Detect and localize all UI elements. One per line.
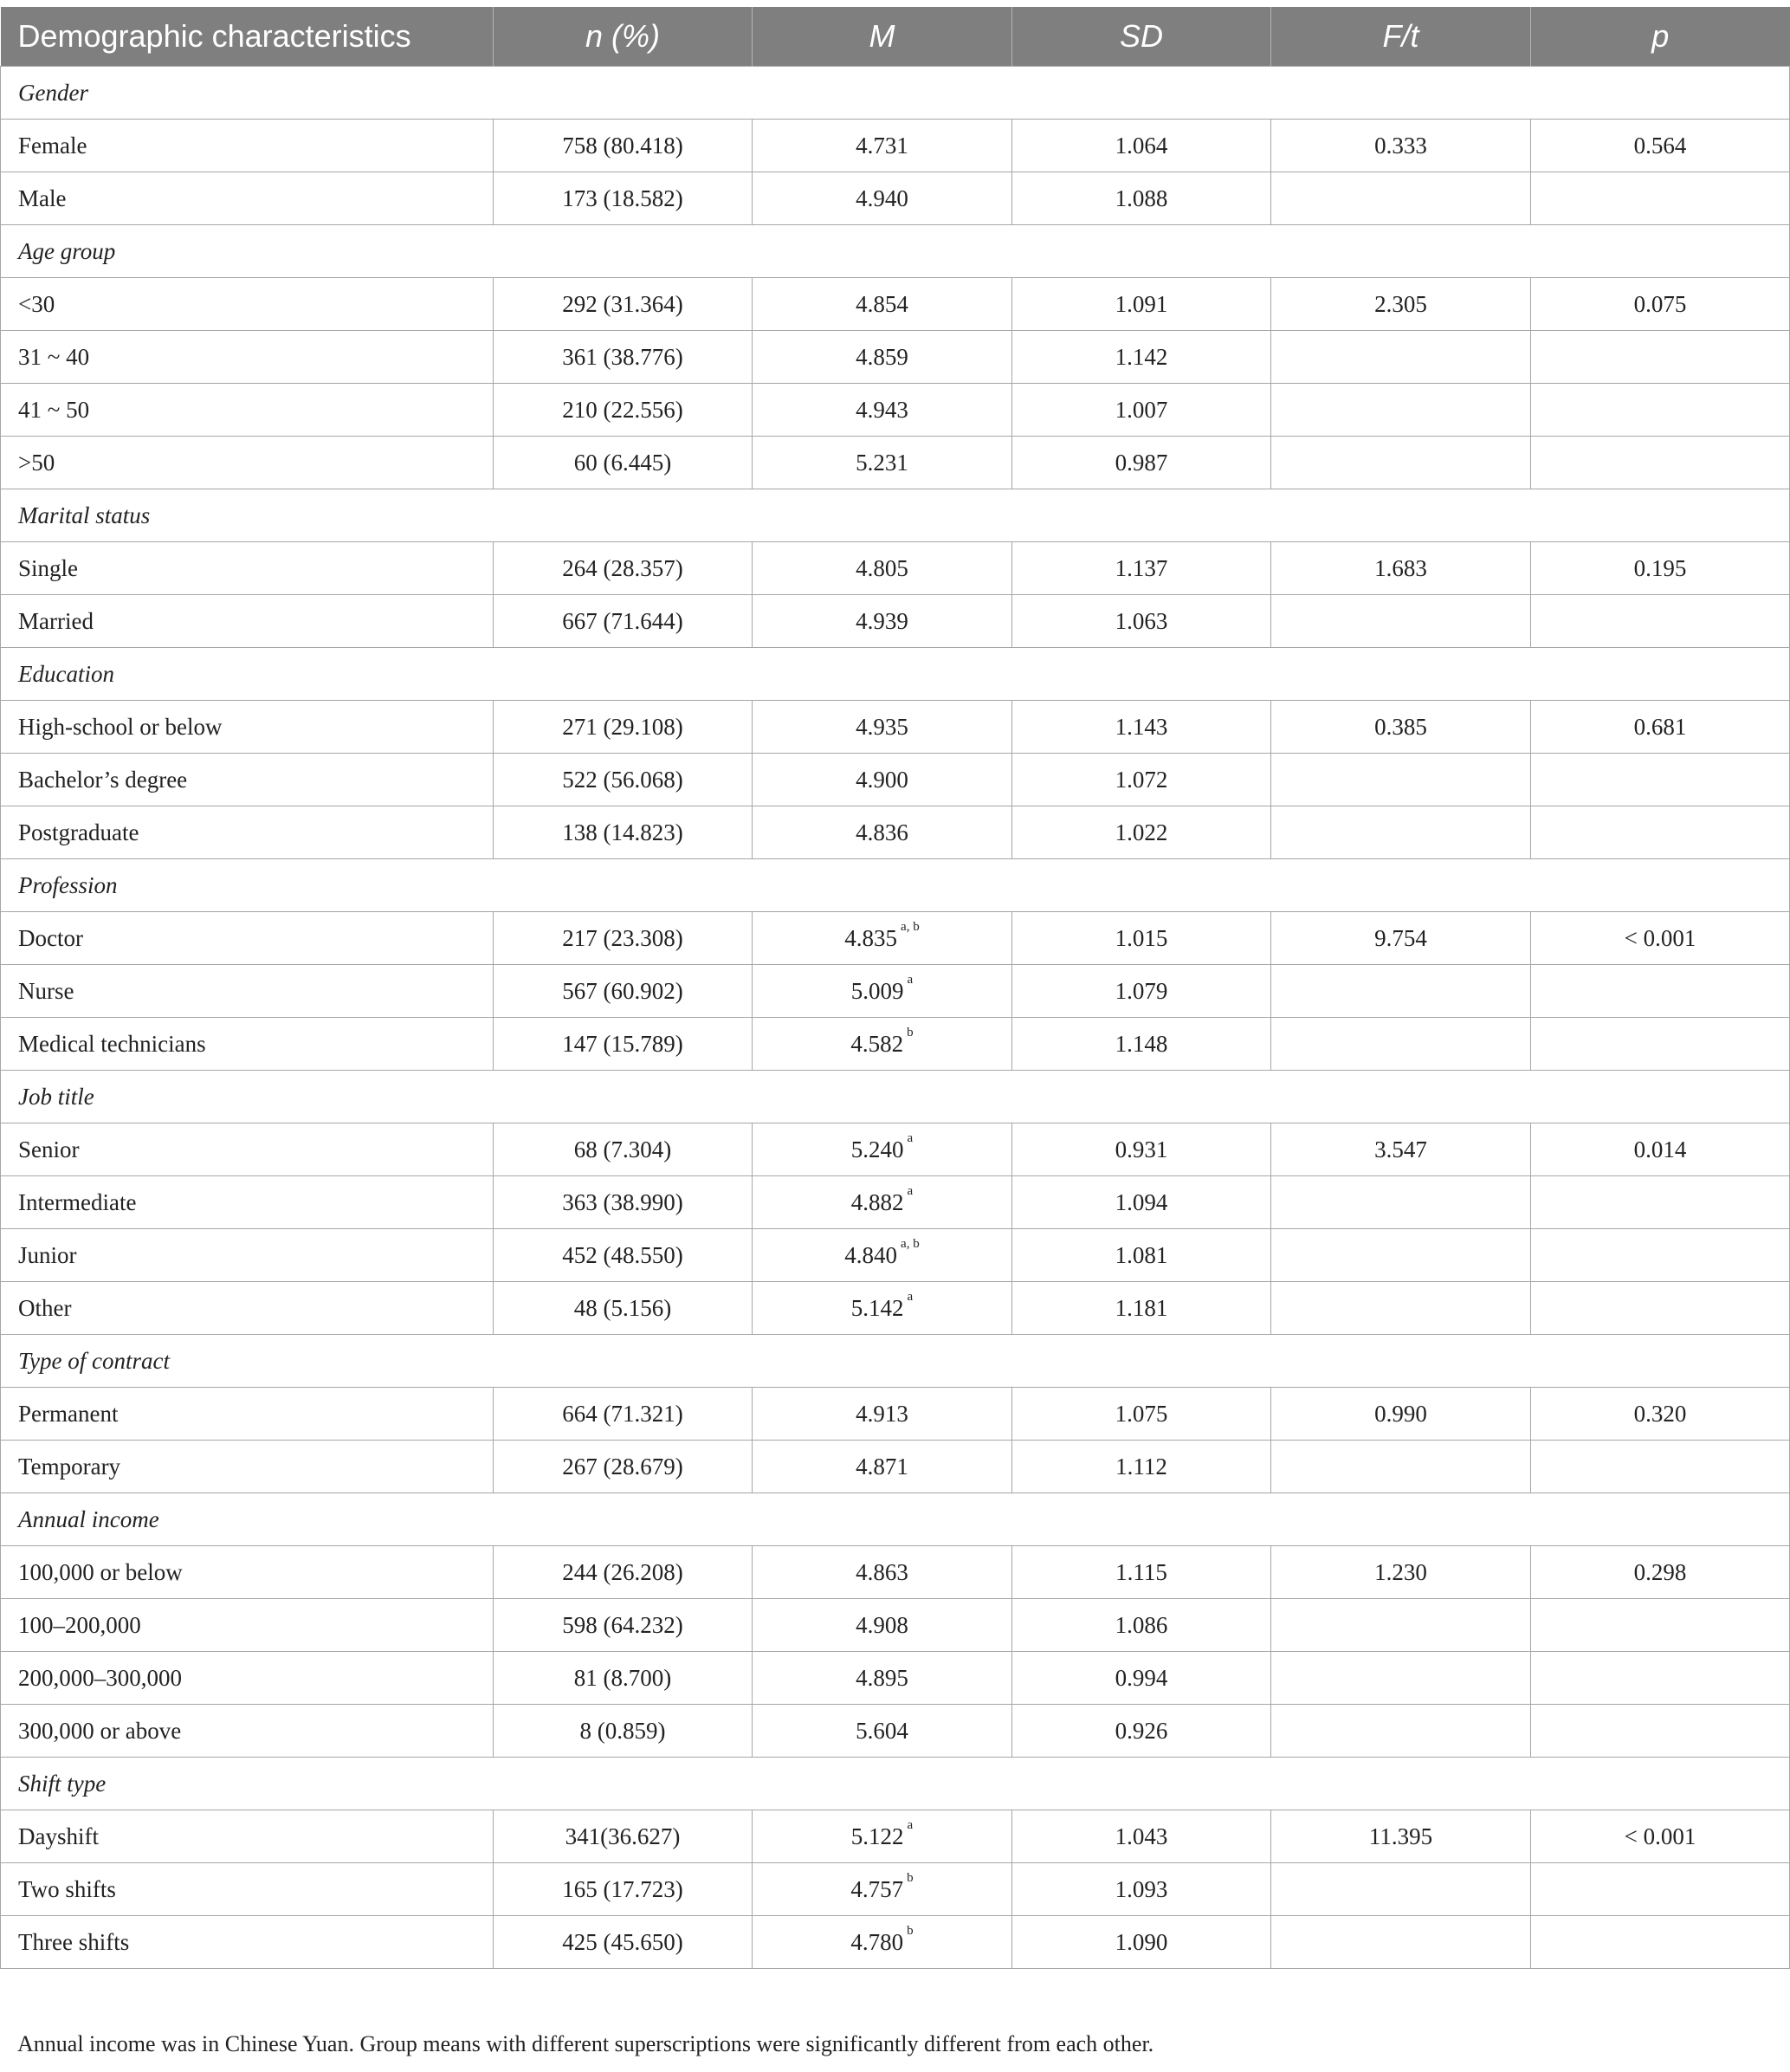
count-percent-cell: 217 (23.308): [494, 912, 753, 965]
p-value-cell: [1531, 437, 1790, 489]
p-value-cell: [1531, 172, 1790, 225]
mean-value: 4.908: [856, 1611, 908, 1638]
mean-value: 4.900: [856, 766, 908, 793]
p-value-cell: [1531, 595, 1790, 648]
count-percent-cell: 522 (56.068): [494, 754, 753, 806]
count-percent-cell: 81 (8.700): [494, 1652, 753, 1705]
significance-superscript: b: [907, 1025, 914, 1039]
category-label: 31 ~ 40: [1, 331, 494, 384]
p-value-cell: [1531, 754, 1790, 806]
mean-value: 4.582: [850, 1030, 904, 1057]
category-label: 41 ~ 50: [1, 384, 494, 437]
header-f-t: F/t: [1271, 7, 1531, 67]
count-percent-cell: 264 (28.357): [494, 542, 753, 595]
count-percent-cell: 210 (22.556): [494, 384, 753, 437]
p-value-cell: [1531, 1916, 1790, 1969]
sd-cell: 0.931: [1012, 1123, 1271, 1176]
mean-cell: [753, 1810, 1012, 1863]
f-t-cell: 9.754: [1271, 912, 1531, 965]
f-t-cell: [1271, 437, 1531, 489]
mean-cell: [753, 384, 1012, 437]
table-row: [1, 754, 1790, 806]
sd-cell: 1.090: [1012, 1916, 1271, 1969]
sd-cell: 1.086: [1012, 1599, 1271, 1652]
mean-cell: [753, 1546, 1012, 1599]
category-label: Temporary: [1, 1441, 494, 1493]
table-row: [1, 1123, 1790, 1176]
sd-cell: 0.987: [1012, 437, 1271, 489]
p-value-cell: 0.014: [1531, 1123, 1790, 1176]
f-t-cell: 2.305: [1271, 278, 1531, 331]
count-percent-cell: 341(36.627): [494, 1810, 753, 1863]
table-row: [1, 1599, 1790, 1652]
p-value-cell: [1531, 1652, 1790, 1705]
table-row: [1, 1863, 1790, 1916]
count-percent-cell: 667 (71.644): [494, 595, 753, 648]
header-mean: M: [753, 7, 1012, 67]
mean-cell: [753, 701, 1012, 754]
mean-cell: [753, 1282, 1012, 1335]
category-label: 100,000 or below: [1, 1546, 494, 1599]
p-value-cell: [1531, 965, 1790, 1018]
f-t-cell: [1271, 595, 1531, 648]
mean-value: 4.780: [850, 1928, 904, 1955]
f-t-cell: [1271, 384, 1531, 437]
table-row: [1, 1229, 1790, 1282]
category-label: Postgraduate: [1, 806, 494, 859]
mean-cell: [753, 1599, 1012, 1652]
group-label: Gender: [1, 67, 1790, 120]
sd-cell: 0.994: [1012, 1652, 1271, 1705]
significance-superscript: a: [907, 1183, 914, 1198]
mean-cell: [753, 1123, 1012, 1176]
mean-cell: [753, 1916, 1012, 1969]
p-value-cell: [1531, 1282, 1790, 1335]
count-percent-cell: 664 (71.321): [494, 1388, 753, 1441]
category-label: 100–200,000: [1, 1599, 494, 1652]
mean-cell: [753, 1388, 1012, 1441]
mean-cell: [753, 542, 1012, 595]
mean-value: 4.943: [856, 396, 908, 423]
p-value-cell: 0.320: [1531, 1388, 1790, 1441]
sd-cell: 1.022: [1012, 806, 1271, 859]
mean-value: 5.122: [850, 1823, 904, 1849]
significance-superscript: b: [907, 1923, 914, 1938]
p-value-cell: [1531, 1599, 1790, 1652]
significance-superscript: a: [907, 1817, 914, 1832]
mean-cell: [753, 172, 1012, 225]
table-row: [1, 701, 1790, 754]
mean-cell: [753, 912, 1012, 965]
mean-cell: [753, 437, 1012, 489]
p-value-cell: [1531, 1018, 1790, 1071]
sd-cell: 1.143: [1012, 701, 1271, 754]
sd-cell: 1.115: [1012, 1546, 1271, 1599]
sd-cell: 1.081: [1012, 1229, 1271, 1282]
group-header-row: [1, 489, 1790, 542]
table-body: [1, 67, 1790, 1969]
table-row: [1, 1546, 1790, 1599]
mean-value: 4.840: [844, 1241, 898, 1268]
mean-cell: [753, 331, 1012, 384]
count-percent-cell: 267 (28.679): [494, 1441, 753, 1493]
sd-cell: 1.093: [1012, 1863, 1271, 1916]
p-value-cell: [1531, 1441, 1790, 1493]
p-value-cell: < 0.001: [1531, 1810, 1790, 1863]
header-sd: SD: [1012, 7, 1271, 67]
mean-value: 4.731: [856, 132, 908, 159]
mean-cell: [753, 1176, 1012, 1229]
mean-value: 4.859: [856, 343, 908, 370]
f-t-cell: 0.385: [1271, 701, 1531, 754]
category-label: High-school or below: [1, 701, 494, 754]
mean-value: 5.231: [856, 449, 908, 476]
f-t-cell: 1.230: [1271, 1546, 1531, 1599]
sd-cell: 1.007: [1012, 384, 1271, 437]
table-row: [1, 331, 1790, 384]
sd-cell: 1.148: [1012, 1018, 1271, 1071]
count-percent-cell: 758 (80.418): [494, 120, 753, 172]
count-percent-cell: 244 (26.208): [494, 1546, 753, 1599]
p-value-cell: [1531, 1863, 1790, 1916]
significance-superscript: a, b: [901, 919, 920, 934]
group-header-row: [1, 859, 1790, 912]
p-value-cell: [1531, 1176, 1790, 1229]
table-row: [1, 1176, 1790, 1229]
group-label: Job title: [1, 1071, 1790, 1123]
p-value-cell: 0.681: [1531, 701, 1790, 754]
f-t-cell: 0.333: [1271, 120, 1531, 172]
f-t-cell: [1271, 1018, 1531, 1071]
table-footnote: Annual income was in Chinese Yuan. Group means with different superscriptions were significantly different from each other.: [17, 2031, 1154, 2056]
mean-cell: [753, 278, 1012, 331]
mean-value: 4.854: [856, 290, 908, 317]
category-label: Nurse: [1, 965, 494, 1018]
f-t-cell: [1271, 1441, 1531, 1493]
group-header-row: [1, 1493, 1790, 1546]
count-percent-cell: 567 (60.902): [494, 965, 753, 1018]
table-row: [1, 1705, 1790, 1758]
mean-value: 4.895: [856, 1664, 908, 1691]
category-label: Medical technicians: [1, 1018, 494, 1071]
group-header-row: [1, 225, 1790, 278]
mean-cell: [753, 965, 1012, 1018]
f-t-cell: [1271, 331, 1531, 384]
count-percent-cell: 165 (17.723): [494, 1863, 753, 1916]
mean-value: 4.939: [856, 607, 908, 634]
count-percent-cell: 48 (5.156): [494, 1282, 753, 1335]
sd-cell: 1.112: [1012, 1441, 1271, 1493]
count-percent-cell: 138 (14.823): [494, 806, 753, 859]
category-label: Dayshift: [1, 1810, 494, 1863]
f-t-cell: [1271, 172, 1531, 225]
f-t-cell: [1271, 965, 1531, 1018]
f-t-cell: 3.547: [1271, 1123, 1531, 1176]
category-label: Male: [1, 172, 494, 225]
category-label: Other: [1, 1282, 494, 1335]
mean-value: 4.935: [856, 713, 908, 740]
count-percent-cell: 292 (31.364): [494, 278, 753, 331]
table-row: [1, 1810, 1790, 1863]
mean-cell: [753, 1018, 1012, 1071]
table-row: [1, 278, 1790, 331]
category-label: 300,000 or above: [1, 1705, 494, 1758]
f-t-cell: [1271, 1863, 1531, 1916]
f-t-cell: [1271, 1916, 1531, 1969]
mean-value: 4.913: [856, 1400, 908, 1427]
f-t-cell: 11.395: [1271, 1810, 1531, 1863]
p-value-cell: 0.298: [1531, 1546, 1790, 1599]
significance-superscript: a, b: [901, 1236, 920, 1251]
category-label: >50: [1, 437, 494, 489]
group-header-row: [1, 67, 1790, 120]
mean-value: 4.836: [856, 819, 908, 845]
mean-cell: [753, 120, 1012, 172]
mean-cell: [753, 1441, 1012, 1493]
group-label: Annual income: [1, 1493, 1790, 1546]
significance-superscript: a: [907, 972, 914, 987]
demographics-table: [0, 7, 1790, 1969]
f-t-cell: [1271, 1705, 1531, 1758]
group-label: Profession: [1, 859, 1790, 912]
mean-value: 5.142: [850, 1294, 904, 1321]
count-percent-cell: 147 (15.789): [494, 1018, 753, 1071]
mean-cell: [753, 1652, 1012, 1705]
group-header-row: [1, 648, 1790, 701]
sd-cell: 1.064: [1012, 120, 1271, 172]
count-percent-cell: 452 (48.550): [494, 1229, 753, 1282]
sd-cell: 1.079: [1012, 965, 1271, 1018]
table-row: [1, 806, 1790, 859]
p-value-cell: [1531, 1705, 1790, 1758]
mean-value: 4.805: [856, 554, 908, 581]
f-t-cell: [1271, 1282, 1531, 1335]
table-row: [1, 437, 1790, 489]
group-header-row: [1, 1335, 1790, 1388]
table-row: [1, 120, 1790, 172]
f-t-cell: [1271, 1599, 1531, 1652]
category-label: Doctor: [1, 912, 494, 965]
category-label: Bachelor’s degree: [1, 754, 494, 806]
f-t-cell: [1271, 1176, 1531, 1229]
f-t-cell: [1271, 754, 1531, 806]
table-row: [1, 384, 1790, 437]
f-t-cell: 1.683: [1271, 542, 1531, 595]
mean-cell: [753, 754, 1012, 806]
category-label: Intermediate: [1, 1176, 494, 1229]
mean-value: 4.882: [850, 1188, 904, 1215]
mean-cell: [753, 806, 1012, 859]
category-label: 200,000–300,000: [1, 1652, 494, 1705]
table-row: [1, 912, 1790, 965]
table-row: [1, 1916, 1790, 1969]
mean-value: 4.940: [856, 185, 908, 211]
category-label: Permanent: [1, 1388, 494, 1441]
sd-cell: 1.091: [1012, 278, 1271, 331]
category-label: Single: [1, 542, 494, 595]
count-percent-cell: 361 (38.776): [494, 331, 753, 384]
header-p: p: [1531, 7, 1790, 67]
mean-value: 4.863: [856, 1558, 908, 1585]
mean-cell: [753, 1229, 1012, 1282]
table-row: [1, 1441, 1790, 1493]
category-label: Married: [1, 595, 494, 648]
count-percent-cell: 271 (29.108): [494, 701, 753, 754]
significance-superscript: a: [907, 1289, 914, 1304]
group-label: Shift type: [1, 1758, 1790, 1810]
table-row: [1, 1652, 1790, 1705]
category-label: Junior: [1, 1229, 494, 1282]
p-value-cell: 0.075: [1531, 278, 1790, 331]
f-t-cell: 0.990: [1271, 1388, 1531, 1441]
f-t-cell: [1271, 806, 1531, 859]
mean-value: 5.009: [850, 977, 904, 1004]
header-demographic-characteristics: Demographic characteristics: [1, 7, 494, 67]
mean-value: 4.871: [856, 1453, 908, 1480]
category-label: Three shifts: [1, 1916, 494, 1969]
count-percent-cell: 425 (45.650): [494, 1916, 753, 1969]
table-row: [1, 542, 1790, 595]
mean-cell: [753, 595, 1012, 648]
category-label: Female: [1, 120, 494, 172]
mean-value: 5.604: [856, 1717, 908, 1744]
header-n-percent: n (%): [494, 7, 753, 67]
sd-cell: 1.015: [1012, 912, 1271, 965]
sd-cell: 1.075: [1012, 1388, 1271, 1441]
header-row: [1, 7, 1790, 67]
p-value-cell: [1531, 384, 1790, 437]
count-percent-cell: 598 (64.232): [494, 1599, 753, 1652]
table-row: [1, 1282, 1790, 1335]
group-label: Marital status: [1, 489, 1790, 542]
count-percent-cell: 60 (6.445): [494, 437, 753, 489]
table-row: [1, 1018, 1790, 1071]
sd-cell: 1.043: [1012, 1810, 1271, 1863]
f-t-cell: [1271, 1652, 1531, 1705]
table-header: [1, 7, 1790, 67]
sd-cell: 0.926: [1012, 1705, 1271, 1758]
table-row: [1, 965, 1790, 1018]
mean-value: 4.757: [850, 1875, 904, 1902]
mean-cell: [753, 1705, 1012, 1758]
table-row: [1, 172, 1790, 225]
table-row: [1, 1388, 1790, 1441]
sd-cell: 1.142: [1012, 331, 1271, 384]
sd-cell: 1.181: [1012, 1282, 1271, 1335]
group-label: Age group: [1, 225, 1790, 278]
count-percent-cell: 173 (18.582): [494, 172, 753, 225]
mean-value: 5.240: [850, 1136, 904, 1162]
category-label: Senior: [1, 1123, 494, 1176]
p-value-cell: 0.195: [1531, 542, 1790, 595]
category-label: Two shifts: [1, 1863, 494, 1916]
group-header-row: [1, 1758, 1790, 1810]
p-value-cell: < 0.001: [1531, 912, 1790, 965]
table-row: [1, 595, 1790, 648]
count-percent-cell: 8 (0.859): [494, 1705, 753, 1758]
sd-cell: 1.137: [1012, 542, 1271, 595]
f-t-cell: [1271, 1229, 1531, 1282]
significance-superscript: b: [907, 1870, 914, 1885]
sd-cell: 1.063: [1012, 595, 1271, 648]
sd-cell: 1.088: [1012, 172, 1271, 225]
mean-cell: [753, 1863, 1012, 1916]
group-header-row: [1, 1071, 1790, 1123]
p-value-cell: [1531, 806, 1790, 859]
count-percent-cell: 68 (7.304): [494, 1123, 753, 1176]
sd-cell: 1.094: [1012, 1176, 1271, 1229]
p-value-cell: [1531, 1229, 1790, 1282]
p-value-cell: 0.564: [1531, 120, 1790, 172]
significance-superscript: a: [907, 1130, 914, 1145]
sd-cell: 1.072: [1012, 754, 1271, 806]
p-value-cell: [1531, 331, 1790, 384]
group-label: Education: [1, 648, 1790, 701]
count-percent-cell: 363 (38.990): [494, 1176, 753, 1229]
demographics-table-container: [0, 7, 1789, 1969]
group-label: Type of contract: [1, 1335, 1790, 1388]
category-label: <30: [1, 278, 494, 331]
mean-value: 4.835: [844, 924, 898, 951]
